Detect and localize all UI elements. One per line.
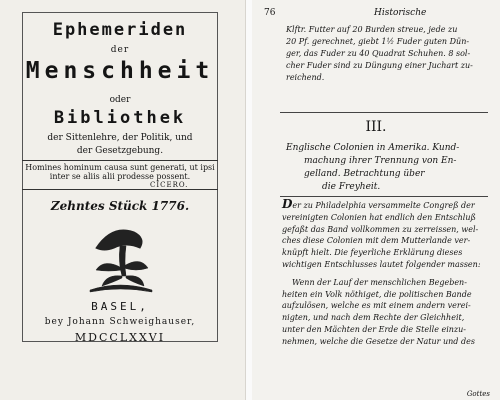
title-line-ephemeriden: Ephemeriden bbox=[52, 20, 188, 40]
body-text bbox=[282, 199, 488, 348]
text-line: aufzulösen, welche es mit einem andern verei- bbox=[282, 301, 471, 311]
text-line: gefaßt das Band vollkommen zu zerreissen, wel- bbox=[282, 224, 479, 234]
text-line: unter den Mächten der Erde die Stelle einzu- bbox=[282, 324, 466, 334]
catchword: Gottes bbox=[466, 390, 490, 398]
continuation-paragraph bbox=[286, 24, 482, 84]
text-line: ger, das Fuder zu 40 Quadrat Schuhen. 8 sol- bbox=[286, 49, 471, 58]
heading-line: Englische Colonien in Amerika. Kund- bbox=[286, 143, 460, 153]
imprint-city: BASEL, bbox=[91, 300, 149, 313]
subtitle-line-1: der Sittenlehre, der Politik, und bbox=[47, 133, 193, 143]
text-line: nehmen, welche die Gesetze der Natur und des bbox=[282, 336, 475, 346]
text-page bbox=[252, 0, 500, 400]
heading-line: machung ihrer Trennung von En- bbox=[304, 156, 457, 166]
heading-line: gelland. Betrachtung über bbox=[304, 169, 425, 179]
imprint-printer: bey Johann Schweighauser, bbox=[44, 317, 196, 327]
text-line: reichend. bbox=[286, 73, 325, 82]
subtitle-line-2: der Gesetzgebung. bbox=[76, 146, 164, 156]
title-page bbox=[0, 0, 246, 400]
heading-line: die Freyheit. bbox=[322, 182, 381, 192]
text-line: nigten, und nach dem Rechte der Gleichheit, bbox=[282, 313, 465, 323]
imprint-year: MDCCLXXVI bbox=[74, 331, 166, 344]
plant-vignette-icon bbox=[82, 218, 158, 300]
section-numeral: III. bbox=[365, 119, 387, 135]
text-line: Klftr. Futter auf 20 Burden streue, jede zu bbox=[286, 25, 458, 34]
text-line: 20 Pf. gerechnet, giebt 1½ Fuder guten Dün- bbox=[286, 37, 470, 46]
title-line-menschheit: Menschheit bbox=[25, 58, 215, 84]
text-line: Der zu Philadelphia versammelte Congreß der bbox=[282, 197, 475, 211]
text-line: heiten ein Volk nöthiget, die politischen Bande bbox=[282, 289, 472, 299]
text-line: ches diese Colonien mit dem Mutterlande ver- bbox=[282, 236, 471, 246]
epigraph-text: Homines hominum causa sunt generati, ut ipsi inter se aliis alii prodesse possent. bbox=[25, 163, 215, 181]
text-line: wichtigen Entschlusses lautet folgender massen: bbox=[282, 259, 481, 269]
text-line: vereinigten Colonien hat endlich den Entschluß bbox=[282, 212, 476, 222]
page-number: 76 bbox=[264, 8, 276, 18]
section-heading bbox=[286, 142, 482, 194]
running-header: Historische bbox=[374, 8, 427, 18]
title-word-oder: oder bbox=[109, 95, 131, 105]
text-line: cher Fuder sind zu Düngung einer Juchart zu- bbox=[286, 61, 473, 70]
text-line: Wenn der Lauf der menschlichen Begeben- bbox=[292, 277, 467, 287]
issue-line: Zehntes Stück 1776. bbox=[50, 199, 190, 213]
title-line-bibliothek: Bibliothek bbox=[53, 108, 187, 128]
epigraph-author: CICERO. bbox=[150, 181, 189, 189]
section-rule-top bbox=[280, 112, 488, 113]
section-rule-bottom bbox=[280, 196, 488, 197]
title-word-der: der bbox=[110, 45, 130, 55]
drop-cap: D bbox=[282, 197, 293, 211]
text-line: knüpft hielt. Die feyerliche Erklärung dieses bbox=[282, 248, 463, 258]
